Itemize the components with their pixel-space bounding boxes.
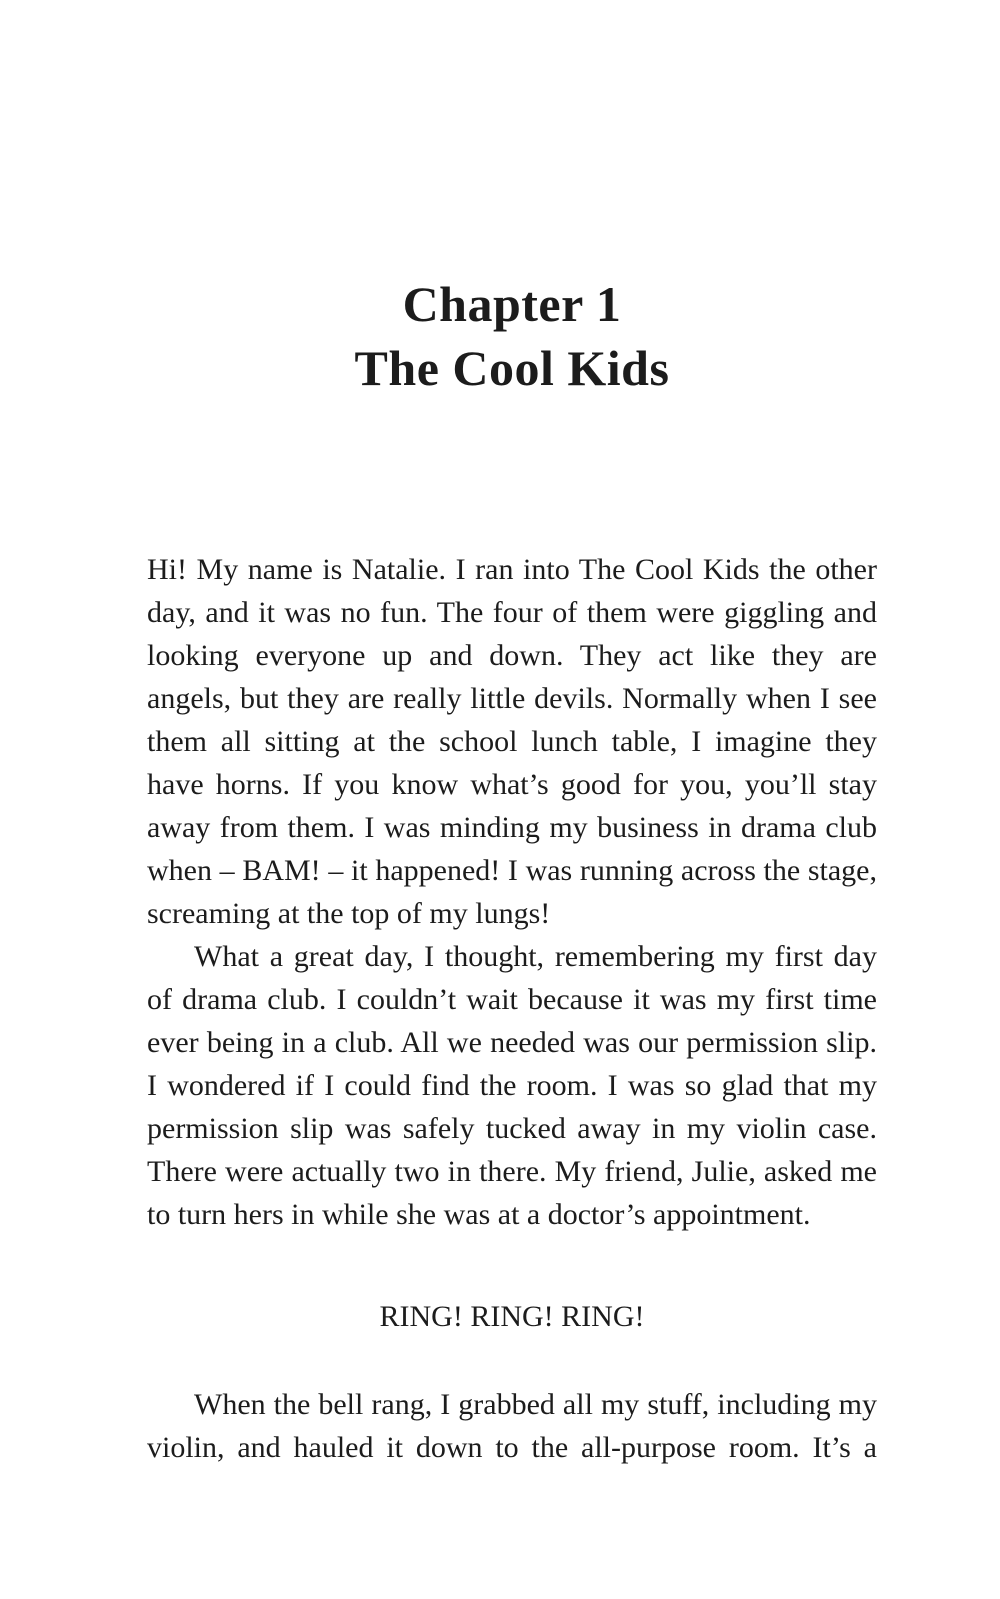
text-line: looking everyone up and down. They act like they are bbox=[147, 639, 877, 672]
text-line: RING! RING! RING! bbox=[379, 1300, 645, 1333]
paragraph-1 bbox=[147, 548, 877, 935]
text-line: away from them. I was minding my business in drama club bbox=[147, 811, 877, 844]
chapter-number: Chapter 1 bbox=[402, 276, 622, 332]
sound-effect-line bbox=[147, 1295, 877, 1338]
text-line: day, and it was no fun. The four of them were giggling and bbox=[147, 596, 877, 629]
text-line: have horns. If you know what’s good for you, you’ll stay bbox=[147, 768, 877, 801]
chapter-heading bbox=[147, 0, 877, 400]
text-line: screaming at the top of my lungs! bbox=[147, 897, 551, 930]
text-line: to turn hers in while she was at a doctor’s appointment. bbox=[147, 1198, 811, 1231]
text-line: when – BAM! – it happened! I was running across the stage, bbox=[147, 854, 877, 887]
text-line: What a great day, I thought, remembering my first day bbox=[194, 940, 877, 973]
paragraph-2 bbox=[147, 935, 877, 1236]
text-line: Hi! My name is Natalie. I ran into The Cool Kids the other bbox=[147, 553, 877, 586]
text-line: When the bell rang, I grabbed all my stuff, including my bbox=[194, 1388, 877, 1421]
text-line: violin, and hauled it down to the all-purpose room. It’s a bbox=[147, 1431, 877, 1464]
text-line: I wondered if I could find the room. I was so glad that my bbox=[147, 1069, 877, 1102]
text-line: of drama club. I couldn’t wait because it was my first time bbox=[147, 983, 877, 1016]
page-body bbox=[147, 548, 877, 1469]
chapter-title: The Cool Kids bbox=[354, 340, 670, 396]
text-line: them all sitting at the school lunch table, I imagine they bbox=[147, 725, 877, 758]
text-line: ever being in a club. All we needed was our permission slip. bbox=[147, 1026, 877, 1059]
text-line: angels, but they are really little devils. Normally when I see bbox=[147, 682, 877, 715]
paragraph-3 bbox=[147, 1383, 877, 1469]
text-line: permission slip was safely tucked away in my violin case. bbox=[147, 1112, 877, 1145]
text-line: There were actually two in there. My friend, Julie, asked me bbox=[147, 1155, 877, 1188]
